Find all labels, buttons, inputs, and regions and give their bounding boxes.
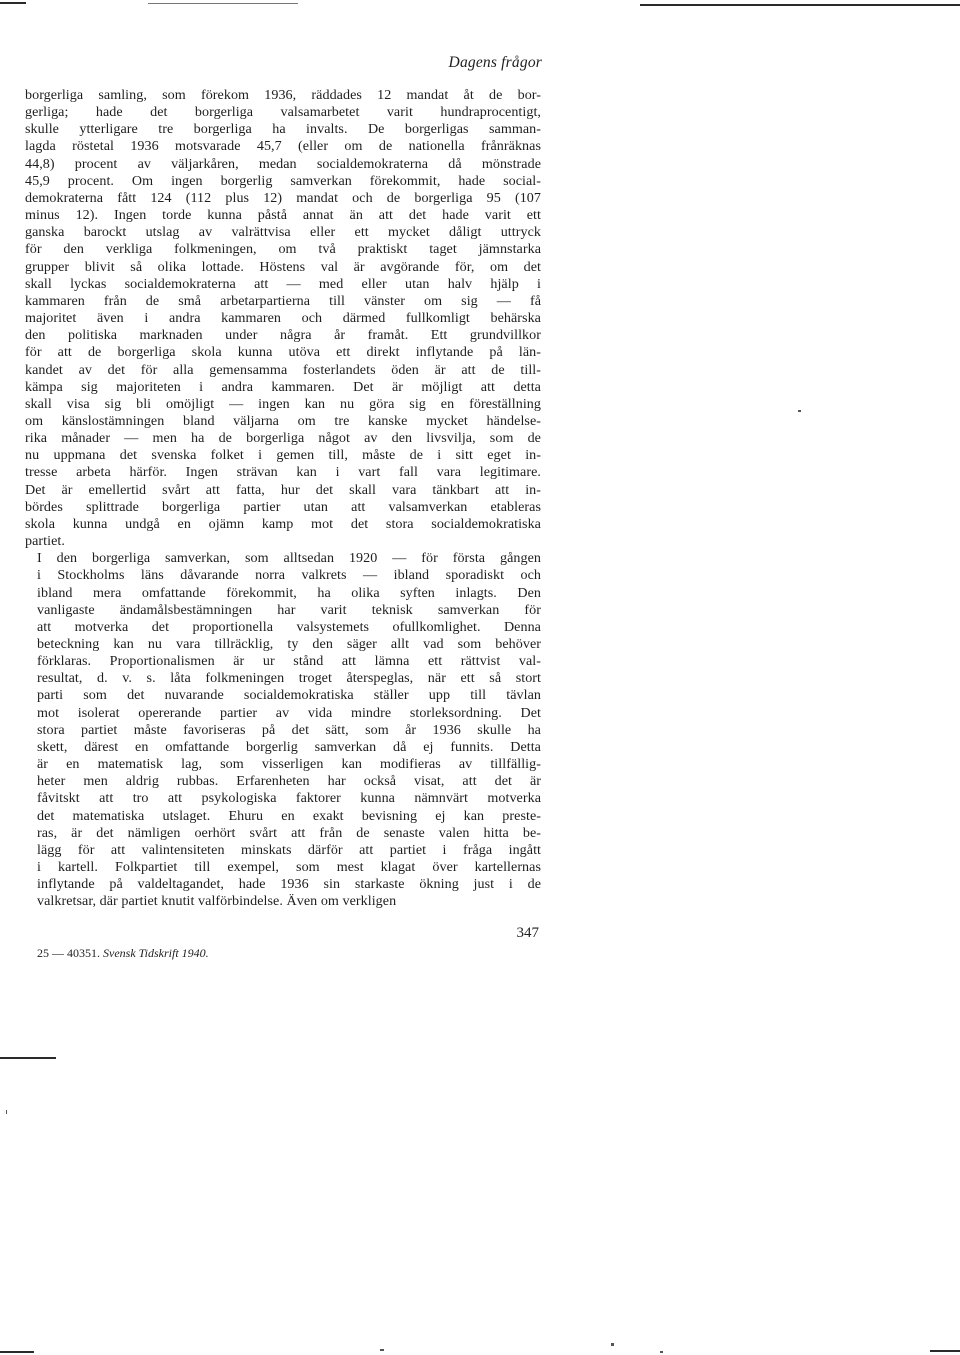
text-line: resultat, d. v. s. låta folkmeningen troget återspeglas, när ett så stort [37, 670, 541, 687]
text-line: borgerliga samling, som förekom 1936, räddades 12 mandat åt de bor- [25, 87, 541, 103]
text-line: gerliga; hade det borgerliga valsamarbetet varit hundraprocentigt, [25, 104, 541, 121]
scan-speck [611, 1343, 614, 1346]
scan-edge-top-right [640, 4, 960, 6]
text-line: majoritet även i andra kammaren och därmed fullkomligt behärska [25, 310, 541, 327]
text-line: ibland mera omfattande förekommit, ha olika syften inlagts. Den [37, 584, 541, 601]
text-line: ganska barockt utslag av valrättvisa eller ett mycket dåligt uttryck [25, 224, 541, 241]
scan-edge-left-mark [0, 1057, 56, 1059]
text-line: mot isolerat opererande partier av vida mindre storleksordning. Det [37, 704, 541, 721]
text-line: heter men aldrig rubbas. Erfarenheten har också visat, att det är [37, 773, 541, 790]
text-line: skall lyckas socialdemokraterna att — med eller utan halv hjälp i [25, 275, 541, 292]
text-line: i kartell. Folkpartiet till exempel, som mest klagat över kartellernas [37, 859, 541, 876]
text-line: kammaren från de små arbetarpartierna till vänster om sig — få [25, 292, 541, 309]
text-line: rika månader — men ha de borgerliga något av den livsvilja, som de [25, 430, 541, 447]
text-line: om känslostämningen bland väljarna om tre kanske mycket händelse- [25, 412, 541, 429]
print-signature-line [37, 946, 209, 961]
text-line: fåvitskt att tro att psykologiska faktorer kunna nämnvärt motverka [37, 790, 541, 807]
text-line: ras, är det nämligen oerhört svårt att från de senaste valen hitta be- [37, 824, 541, 841]
text-line: att motverka det proportionella valsystemets ofullkomlighet. Denna [37, 618, 541, 635]
text-line: I den borgerliga samverkan, som alltsedan 1920 — för första gången [37, 550, 541, 567]
text-line: minus 12). Ingen torde kunna påstå annat än att det hade varit ett [25, 207, 541, 224]
text-line: inflytande på valdeltagandet, hade 1936 sin starkaste ökning just i de [37, 876, 541, 893]
text-line: kandet av det för alla gemensamma fosterlandets öden är att de till- [25, 361, 541, 378]
text-line: för den verkliga folkmeningen, om två praktiskt taget jämnstarka [25, 241, 541, 258]
paragraph [25, 550, 541, 910]
text-line: Det är emellertid svårt att fatta, hur det skall vara tänkbart att in- [25, 481, 541, 498]
running-head-title: Dagens frågor [448, 54, 542, 71]
text-line: kämpa sig majoriteten i andra kammaren. Det är möjligt att detta [25, 378, 541, 395]
text-line: demokraterna fått 124 (112 plus 12) mandat och de borgerliga 95 (107 [25, 189, 541, 206]
text-line: den politiska marknaden under några år framåt. Ett grundvillkor [25, 327, 541, 344]
print-signature: 25 — 40351. [37, 946, 100, 960]
text-line: nu uppmana det svenska folket i gemen till, måste de i sitt eget in- [25, 447, 541, 464]
text-line: skall visa sig bli omöjligt — ingen kan nu göra sig en föreställning [25, 395, 541, 412]
text-line: lägg för att valintensiteten minskats därför att partiet i fråga ingått [37, 841, 541, 858]
text-line: beteckning kan nu vara tillräcklig, ty den säger allt vad som behöver [37, 636, 541, 652]
scan-edge-top-left [0, 2, 26, 4]
text-line: vanligaste ändamålsbestämningen har varit teknisk samverkan för [37, 601, 541, 618]
scan-edge-bottom-left [0, 1351, 34, 1353]
scan-edge-bottom-right [930, 1350, 960, 1352]
scan-speck [380, 1349, 384, 1351]
text-line: skett, därest en omfattande borgerlig samverkan då ej funnits. Detta [37, 738, 541, 755]
text-line: grupper blivit så olika lottade. Höstens val är avgörande för, om det [25, 258, 541, 275]
text-line: det matematiska utslaget. Ehuru en exakt bevisning ej kan preste- [37, 807, 541, 824]
scan-speck [660, 1351, 663, 1353]
text-line: för att de borgerliga skola kunna utöva ett direkt inflytande på län- [25, 344, 541, 361]
text-line: förklaras. Proportionalismen är ur stånd att lämna ett rättvist val- [37, 653, 541, 670]
text-line: 45,9 procent. Om ingen borgerlig samverkan förekommit, hade social- [25, 172, 541, 189]
text-line: stora partiet måste favoriseras på det sätt, som år 1936 skulle ha [37, 721, 541, 738]
scan-speck [6, 1110, 7, 1114]
text-line: tresse arbeta härför. Ingen strävan kan i vart fall vara legitimare. [25, 464, 541, 481]
text-line: valkretsar, där partiet knutit valförbindelse. Även om verkligen [37, 893, 397, 910]
text-line: är en matematisk lag, som visserligen kan modifieras av tillfällig- [37, 756, 541, 773]
text-line: partiet. [25, 533, 65, 550]
text-line: skola kunna undgå en ojämn kamp mot det stora socialdemokratiska [25, 515, 541, 532]
article-body [25, 87, 541, 911]
text-line: 44,8) procent av väljarkåren, medan socialdemokraterna då mönstrade [25, 155, 541, 172]
text-line: skulle ytterligare tre borgerliga ha invalts. De borgerligas samman- [25, 121, 541, 138]
scan-edge-top-mid [148, 3, 298, 4]
page-number: 347 [516, 925, 539, 941]
text-line: bördes splittrade borgerliga partier utan att valsamverkan etableras [25, 498, 541, 515]
paragraph [25, 87, 541, 550]
scan-speck [798, 410, 801, 412]
journal-name: Svensk Tidskrift 1940. [103, 946, 209, 960]
text-line: i Stockholms läns dåvarande norra valkrets — ibland sporadiskt och [37, 567, 541, 584]
text-line: parti som det nuvarande socialdemokratiska ställer upp till tävlan [37, 687, 541, 704]
text-line: lagda röstetal 1936 motsvarade 45,7 (eller om de nationella frånräknas [25, 138, 541, 155]
